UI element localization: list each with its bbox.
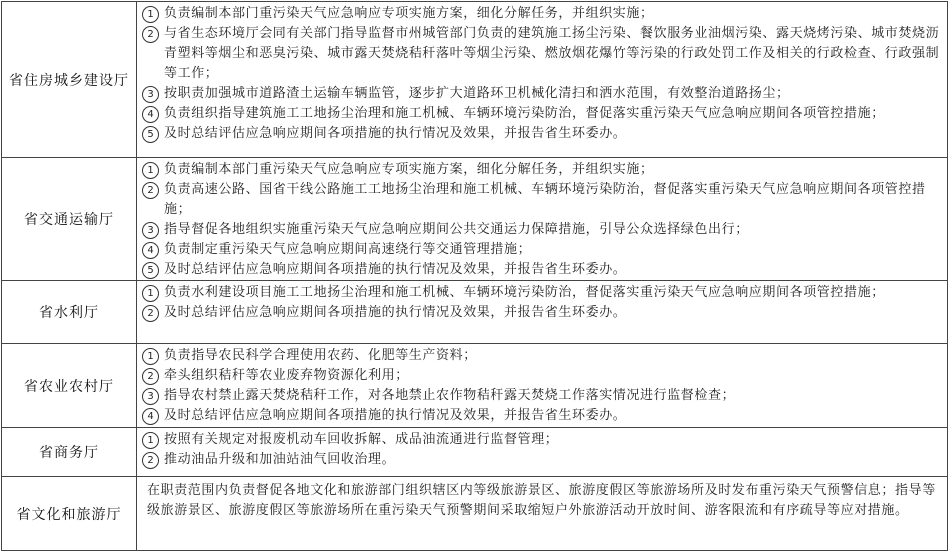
- department-cell: [2, 2, 137, 158]
- circled-number: 4: [142, 408, 159, 425]
- duties-cell: [137, 344, 948, 428]
- circled-number: 5: [142, 126, 159, 143]
- duties-cell: [137, 428, 948, 477]
- duties-cell: [137, 158, 948, 281]
- duty-text: 指导农村禁止露天焚烧秸秆工作，对各地禁止农作物秸秆露天焚烧工作落实情况进行监督检查；: [164, 388, 736, 403]
- circled-number: 2: [142, 452, 159, 469]
- circled-number: 1: [142, 348, 159, 365]
- circled-number: 2: [142, 368, 159, 385]
- duty-item: [142, 220, 943, 240]
- duty-text: 按照有关规定对报废机动车回收拆解、成品油流通进行监督管理；: [164, 432, 559, 447]
- circled-number: 1: [142, 285, 159, 302]
- duty-item: [142, 124, 943, 144]
- duty-text: 推动油品升级和加油站油气回收治理。: [164, 452, 396, 467]
- circled-number: 1: [142, 432, 159, 449]
- circled-number: 4: [142, 242, 159, 259]
- duties-cell: [137, 477, 948, 551]
- duty-text: 及时总结评估应急响应期间各项措施的执行情况及效果，并报告省生环委办。: [164, 408, 627, 423]
- circled-number: 3: [142, 222, 159, 239]
- duty-text: 负责水利建设项目施工工地扬尘治理和施工机械、车辆环境污染防治，督促落实重污染天气应急响应期间各项管控措施；: [164, 285, 885, 300]
- circled-number: 3: [142, 86, 159, 103]
- department-name: 省商务厅: [39, 445, 99, 461]
- circled-number: 1: [142, 162, 159, 179]
- department-name: 省农业农村厅: [24, 378, 114, 395]
- table-row: [2, 158, 948, 281]
- department-cell: [2, 428, 137, 477]
- duties-cell: [137, 281, 948, 344]
- table-row: [2, 477, 948, 551]
- table-row: [2, 281, 948, 344]
- table-row: [2, 344, 948, 428]
- duty-paragraph: 在职责范围内负责督促各地文化和旅游部门组织辖区内等级旅游景区、旅游度假区等旅游场所及时发布重污染天气预警信息；指导等级旅游景区、旅游度假区等旅游场所在重污染天气预警期间采取缩短户外旅游活动开放时间、游客限流和有序疏导等应对措施。: [147, 483, 936, 518]
- department-cell: [2, 281, 137, 344]
- department-name: 省交通运输厅: [24, 212, 114, 228]
- duty-text: 及时总结评估应急响应期间各项措施的执行情况及效果，并报告省生环委办。: [164, 262, 627, 277]
- department-cell: [2, 158, 137, 281]
- circled-number: 5: [142, 262, 159, 279]
- duty-text: 牵头组织秸秆等农业废弃物资源化利用；: [164, 368, 409, 383]
- duty-item: [142, 260, 943, 280]
- duties-cell: [137, 2, 948, 158]
- department-cell: [2, 344, 137, 428]
- table-body: [2, 2, 948, 551]
- duty-item: [142, 104, 943, 124]
- duty-item: [142, 180, 943, 220]
- table-row: [2, 428, 948, 477]
- duty-text: 指导督促各地组织实施重污染天气应急响应期间公共交通运力保障措施，引导公众选择绿色出行；: [164, 222, 749, 237]
- circled-number: 2: [142, 305, 159, 322]
- duty-item: [142, 430, 943, 450]
- duty-text: 及时总结评估应急响应期间各项措施的执行情况及效果，并报告省生环委办。: [164, 126, 627, 141]
- duty-item: [142, 346, 943, 366]
- duty-text: 负责高速公路、国省干线公路施工工地扬尘治理和施工机械、车辆环境污染防治，督促落实重污染天气应急响应期间各项管控措施；: [164, 182, 926, 217]
- duty-text: 负责指导农民科学合理使用农药、化肥等生产资料；: [164, 348, 477, 363]
- duty-item: [142, 84, 943, 104]
- duty-item: [142, 366, 943, 386]
- circled-number: 2: [142, 182, 159, 199]
- circled-number: 3: [142, 388, 159, 405]
- department-name: 省住房城乡建设厅: [9, 72, 129, 89]
- duty-text: 负责组织指导建筑施工工地扬尘治理和施工机械、车辆环境污染防治，督促落实重污染天气应急响应期间各项管控措施；: [164, 106, 885, 121]
- department-name: 省水利厅: [39, 305, 99, 321]
- duty-item: [142, 283, 943, 303]
- duty-item: [142, 240, 943, 260]
- duty-item: [142, 160, 943, 180]
- circled-number: 4: [142, 106, 159, 123]
- duty-text: 负责编制本部门重污染天气应急响应专项实施方案，细化分解任务，并组织实施；: [164, 6, 654, 21]
- circled-number: 1: [142, 6, 159, 23]
- duty-item: [142, 4, 943, 24]
- duty-text: 负责编制本部门重污染天气应急响应专项实施方案，细化分解任务，并组织实施；: [164, 162, 654, 177]
- duty-text: 按职责加强城市道路渣土运输车辆监管，逐步扩大道路环卫机械化清扫和洒水范围，有效整治道路扬尘；: [164, 86, 790, 101]
- duty-text: 及时总结评估应急响应期间各项措施的执行情况及效果，并报告省生环委办。: [164, 305, 627, 320]
- circled-number: 2: [142, 26, 159, 43]
- duty-item: [142, 24, 943, 84]
- department-name: 省文化和旅游厅: [16, 506, 122, 523]
- responsibility-table: [1, 1, 948, 551]
- department-cell: [2, 477, 137, 551]
- duty-item: [142, 386, 943, 406]
- duty-item: [142, 450, 943, 470]
- duty-item: [142, 406, 943, 426]
- duty-text: 负责制定重污染天气应急响应期间高速绕行等交通管理措施；: [164, 242, 532, 257]
- table-row: [2, 2, 948, 158]
- duty-text: 与省生态环境厅会同有关部门指导监督市州城管部门负责的建筑施工扬尘污染、餐饮服务业油烟污染、露天烧烤污染、城市焚烧沥青塑料等烟尘和恶臭污染、城市露天焚烧秸秆落叶等烟尘污染、燃放烟花爆竹等污染的行政处罚工作及相关的行政检查、行政强制等工作；: [164, 26, 940, 81]
- duty-item: [142, 303, 943, 323]
